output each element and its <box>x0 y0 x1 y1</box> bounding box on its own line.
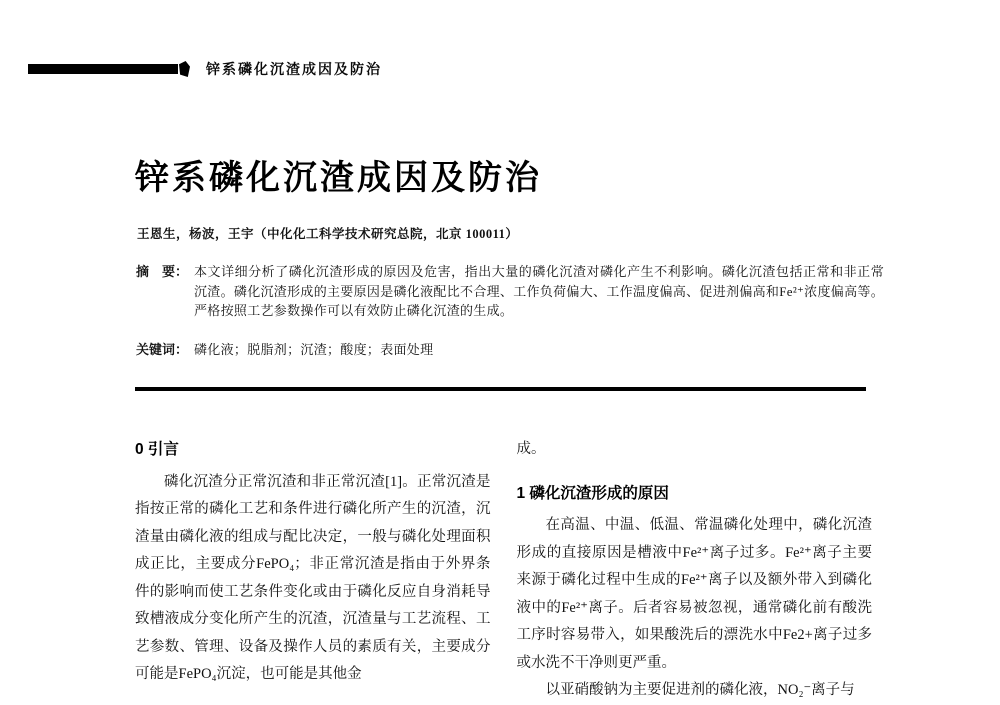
keywords-label: 关键词： <box>136 342 189 357</box>
abstract-label: 摘 要： <box>136 264 189 279</box>
running-header-title: 锌系磷化沉渣成因及防治 <box>206 61 382 77</box>
abstract-block <box>136 262 884 321</box>
running-header <box>28 56 858 82</box>
section-0-paragraph: 磷化沉渣分正常沉渣和非正常沉渣[1]。正常沉渣是指按正常的磷化工艺和条件进行磷化所产生的沉渣，沉渣量由磷化液的组成与配比决定，一般与磷化处理面积成正比，主要成分FePO₄；非正常沉渣是指由于外界条件的影响而使工艺条件变化或由于磷化反应自身消耗导致槽液成分变化所产生的沉渣，沉渣量与工艺流程、工艺参数、管理、设备及操作人员的素质有关，主要成分可能是FePO₄沉淀，也可能是其他金 <box>135 473 491 682</box>
title-divider-rule <box>135 387 866 391</box>
right-column <box>516 436 873 698</box>
section-1-paragraph: 在高温、中温、低温、常温磷化处理中，磷化沉渣形成的直接原因是槽液中Fe²⁺离子过多。Fe²⁺离子主要来源于磷化过程中生成的Fe²⁺离子以及额外带入到磷化液中的Fe²⁺离子。后者容易被忽视，通常磷化前有酸洗工序时容易带入，如果酸洗后的漂洗水中Fe2+离子过多或水洗不干净则更严重。 <box>516 517 872 671</box>
keywords-text: 磷化液；脱脂剂；沉渣；酸度；表面处理 <box>194 342 434 357</box>
section-0-heading: 0 引言 <box>135 441 179 458</box>
keywords-block <box>136 340 884 360</box>
journal-logo-bar-icon <box>28 64 178 74</box>
authors-line: 王恩生，杨波，王宇（中化化工科学技术研究总院，北京 100011） <box>137 227 519 241</box>
article-title: 锌系磷化沉渣成因及防治 <box>135 159 542 197</box>
column-continuation-text: 成。 <box>516 441 546 457</box>
section-1-heading: 1 磷化沉渣形成的原因 <box>516 484 669 502</box>
section-1-partial-line: 以亚硝酸钠为主要促进剂的磷化液，NO₂⁻离子与 <box>545 682 855 698</box>
body-columns <box>135 436 872 698</box>
left-column <box>135 436 491 682</box>
abstract-text: 本文详细分析了磷化沉渣形成的原因及危害，指出大量的磷化沉渣对磷化产生不利影响。磷化沉渣包括正常和非正常沉渣。磷化沉渣形成的主要原因是磷化液配比不合理、工作负荷偏大、工作温度偏高、促进剂偏高和Fe²⁺浓度偏高等。严格按照工艺参数操作可以有效防止磷化沉渣的生成。 <box>194 264 884 318</box>
